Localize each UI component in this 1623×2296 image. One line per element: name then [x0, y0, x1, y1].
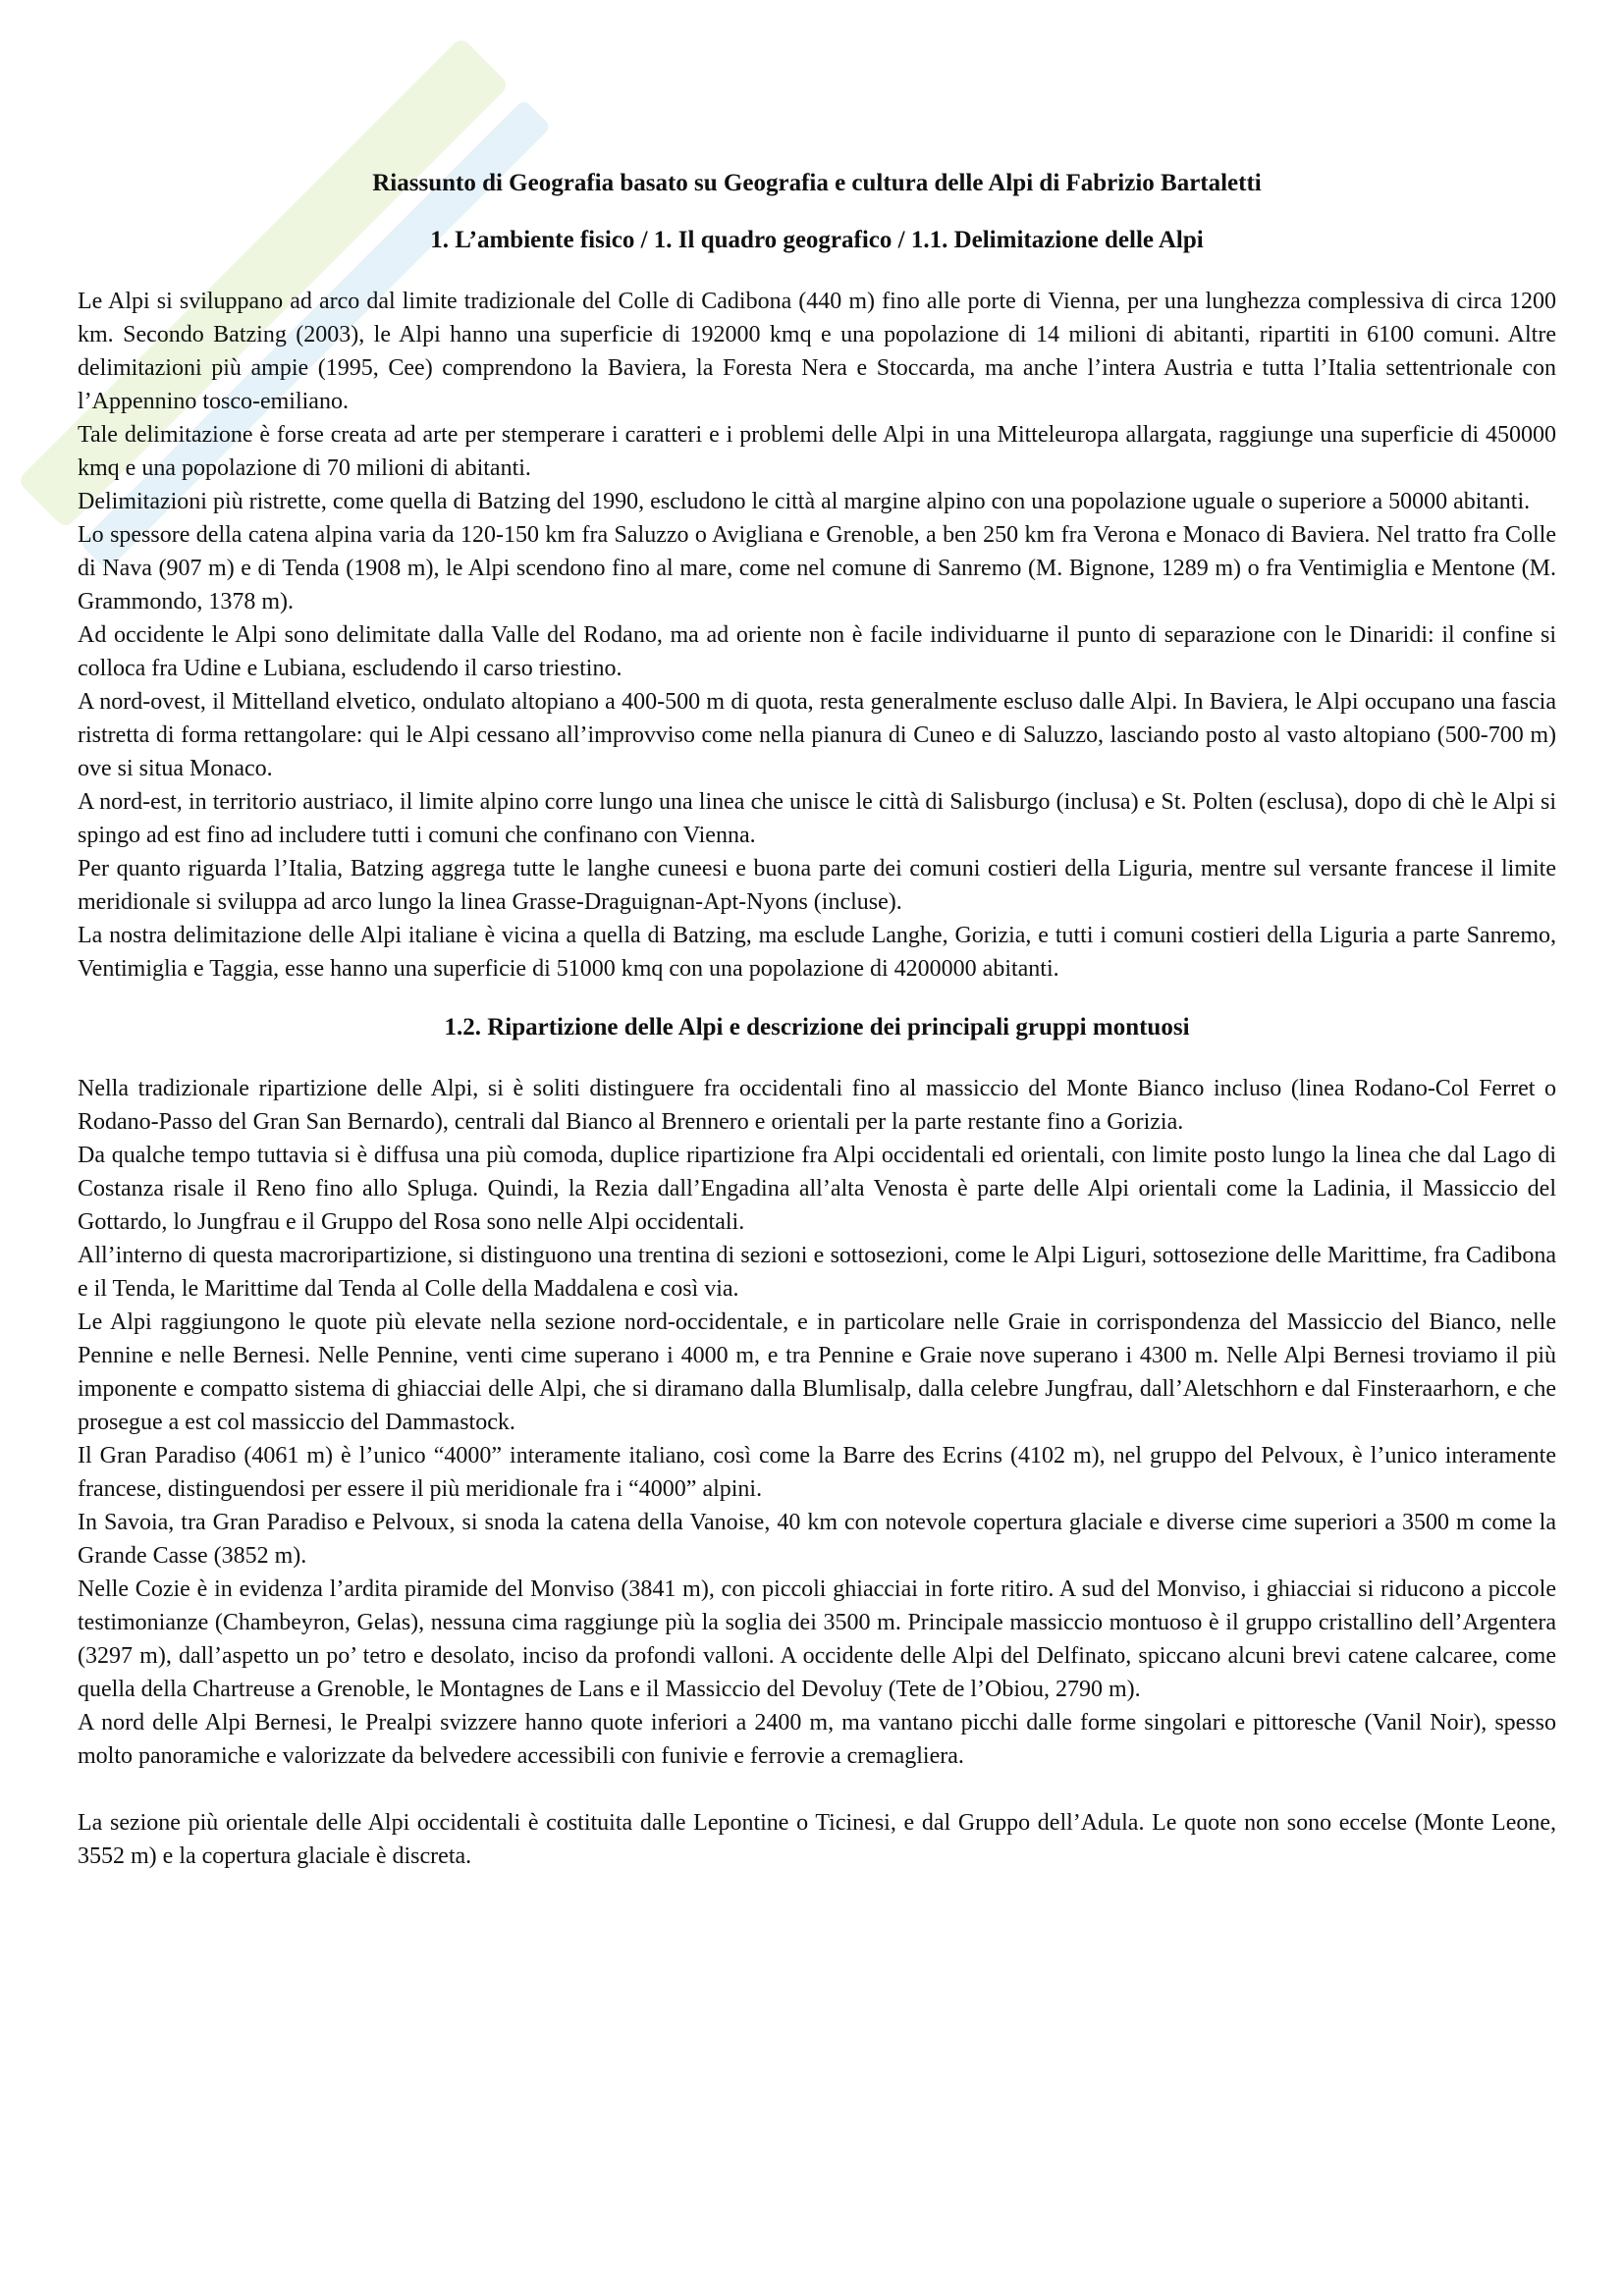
- paragraph: In Savoia, tra Gran Paradiso e Pelvoux, si snoda la catena della Vanoise, 40 km con notevole copertura glaciale e diverse cime superiori a 3500 m come la Grande Casse (3852 m).: [78, 1510, 1556, 1569]
- paragraph: Lo spessore della catena alpina varia da 120-150 km fra Saluzzo o Avigliana e Grenoble, a ben 250 km fra Verona e Monaco di Baviera. Nel tratto fra Colle di Nava (907 m) e di Tenda (1908 m), le Alpi scendono fino al mare, come nel comune di Sanremo (M. Bignone, 1289 m) o fra Ventimiglia e Mentone (M. Grammondo, 1378 m).: [78, 522, 1556, 614]
- paragraph: Tale delimitazione è forse creata ad arte per stemperare i caratteri e i problemi delle Alpi in una Mitteleuropa allargata, raggiunge una superficie di 450000 kmq e una popolazione di 70 milioni di abitanti.: [78, 422, 1556, 481]
- paragraph: Delimitazioni più ristrette, come quella di Batzing del 1990, escludono le città al margine alpino con una popolazione uguale o superiore a 50000 abitanti.: [78, 489, 1531, 514]
- paragraph: Le Alpi si sviluppano ad arco dal limite tradizionale del Colle di Cadibona (440 m) fino alle porte di Vienna, per una lunghezza complessiva di circa 1200 km. Secondo Batzing (2003), le Alpi hanno una superficie di 192000 kmq e una popolazione di 14 milioni di abitanti, ripartiti in 6100 comuni. Altre delimitazioni più ampie (1995, Cee) comprendono la Baviera, la Foresta Nera e Stoccarda, ma anche l’intera Austria e tutta l’Italia settentrionale con l’Appennino tosco-emiliano.: [78, 289, 1556, 414]
- paragraph: Nelle Cozie è in evidenza l’ardita piramide del Monviso (3841 m), con piccoli ghiacciai in forte ritiro. A sud del Monviso, i ghiacciai si riducono a piccole testimonianze (Chambeyron, Gelas), nessuna cima raggiunge più la soglia dei 3500 m. Principale massiccio montuoso è il gruppo cristallino dell’Argentera (3297 m), dall’aspetto un po’ tetro e desolato, inciso da profondi valloni. A occidente delle Alpi del Delfinato, spiccano alcuni brevi catene calcaree, come quella della Chartreuse a Grenoble, le Montagnes de Lans e il Massiccio del Devoluy (Tete de l’Obiou, 2790 m).: [78, 1576, 1556, 1702]
- paragraph: Nella tradizionale ripartizione delle Alpi, si è soliti distinguere fra occidentali fino al massiccio del Monte Bianco incluso (linea Rodano-Col Ferret o Rodano-Passo del Gran San Bernardo), centrali dal Bianco al Brennero e orientali per la parte restante fino a Gorizia.: [78, 1076, 1556, 1135]
- section-body-partition: [78, 1072, 1556, 1873]
- paragraph: Da qualche tempo tuttavia si è diffusa una più comoda, duplice ripartizione fra Alpi occidentali ed orientali, con limite posto lungo la linea che dal Lago di Costanza risale il Reno fino allo Spluga. Quindi, la Rezia dall’Engadina all’alta Venosta è parte delle Alpi orientali come la Ladinia, il Massiccio del Gottardo, lo Jungfrau e il Gruppo del Rosa sono nelle Alpi occidentali.: [78, 1143, 1556, 1235]
- closing-paragraph: La sezione più orientale delle Alpi occidentali è costituita dalle Lepontine o Ticinesi, e dal Gruppo dell’Adula. Le quote non sono eccelse (Monte Leone, 3552 m) e la copertura glaciale è discreta.: [78, 1810, 1556, 1869]
- document-page: [78, 167, 1556, 1873]
- paragraph: La nostra delimitazione delle Alpi italiane è vicina a quella di Batzing, ma esclude Langhe, Gorizia, e tutti i comuni costieri della Liguria a parte Sanremo, Ventimiglia e Taggia, esse hanno una superficie di 51000 kmq con una popolazione di 4200000 abitanti.: [78, 923, 1556, 982]
- paragraph: Il Gran Paradiso (4061 m) è l’unico “4000” interamente italiano, così come la Barre des Ecrins (4102 m), nel gruppo del Pelvoux, è l’unico interamente francese, distinguendosi per essere il più meridionale fra i “4000” alpini.: [78, 1443, 1556, 1502]
- paragraph: Le Alpi raggiungono le quote più elevate nella sezione nord-occidentale, e in particolare nelle Graie in corrispondenza del Massiccio del Bianco, nelle Pennine e nelle Bernesi. Nelle Pennine, venti cime superano i 4000 m, e tra Pennine e Graie nove superano i 4300 m. Nelle Alpi Bernesi troviamo il più imponente e compatto sistema di ghiacciai delle Alpi, che si diramano dalla Blumlisalp, dalla celebre Jungfrau, dall’Aletschhorn e dal Finsteraarhorn, e che prosegue a est col massiccio del Dammastock.: [78, 1309, 1556, 1435]
- paragraph: Ad occidente le Alpi sono delimitate dalla Valle del Rodano, ma ad oriente non è facile individuarne il punto di separazione con le Dinaridi: il confine si colloca fra Udine e Lubiana, escludendo il carso triestino.: [78, 622, 1556, 681]
- section-heading-delimitation: 1. L’ambiente fisico / 1. Il quadro geografico / 1.1. Delimitazione delle Alpi: [430, 227, 1204, 253]
- paragraph: A nord delle Alpi Bernesi, le Prealpi svizzere hanno quote inferiori a 2400 m, ma vantano picchi dalle forme singolari e pittoresche (Vanil Noir), spesso molto panoramiche e valorizzate da belvedere accessibili con funivie e ferrovie a cremagliera.: [78, 1710, 1556, 1769]
- paragraph: A nord-ovest, il Mittelland elvetico, ondulato altopiano a 400-500 m di quota, resta generalmente escluso dalle Alpi. In Baviera, le Alpi occupano una fascia ristretta di forma rettangolare: qui le Alpi cessano all’improvviso come nella pianura di Cuneo e di Saluzzo, lasciando posto al vasto altopiano (500-700 m) ove si situa Monaco.: [78, 689, 1556, 781]
- paragraph: A nord-est, in territorio austriaco, il limite alpino corre lungo una linea che unisce le città di Salisburgo (inclusa) e St. Polten (esclusa), dopo di chè le Alpi si spingo ad est fino ad includere tutti i comuni che confinano con Vienna.: [78, 789, 1556, 848]
- section-heading-partition: 1.2. Ripartizione delle Alpi e descrizione dei principali gruppi montuosi: [444, 1014, 1190, 1041]
- paragraph: Per quanto riguarda l’Italia, Batzing aggrega tutte le langhe cuneesi e buona parte dei comuni costieri della Liguria, mentre sul versante francese il limite meridionale si sviluppa ad arco lungo la linea Grasse-Draguignan-Apt-Nyons (incluse).: [78, 856, 1556, 915]
- paragraph: All’interno di questa macroripartizione, si distinguono una trentina di sezioni e sottosezioni, come le Alpi Liguri, sottosezione delle Marittime, fra Cadibona e il Tenda, le Marittime dal Tenda al Colle della Maddalena e così via.: [78, 1243, 1556, 1302]
- section-body-delimitation: [78, 285, 1556, 986]
- document-title: Riassunto di Geografia basato su Geografia e cultura delle Alpi di Fabrizio Bartaletti: [372, 170, 1262, 196]
